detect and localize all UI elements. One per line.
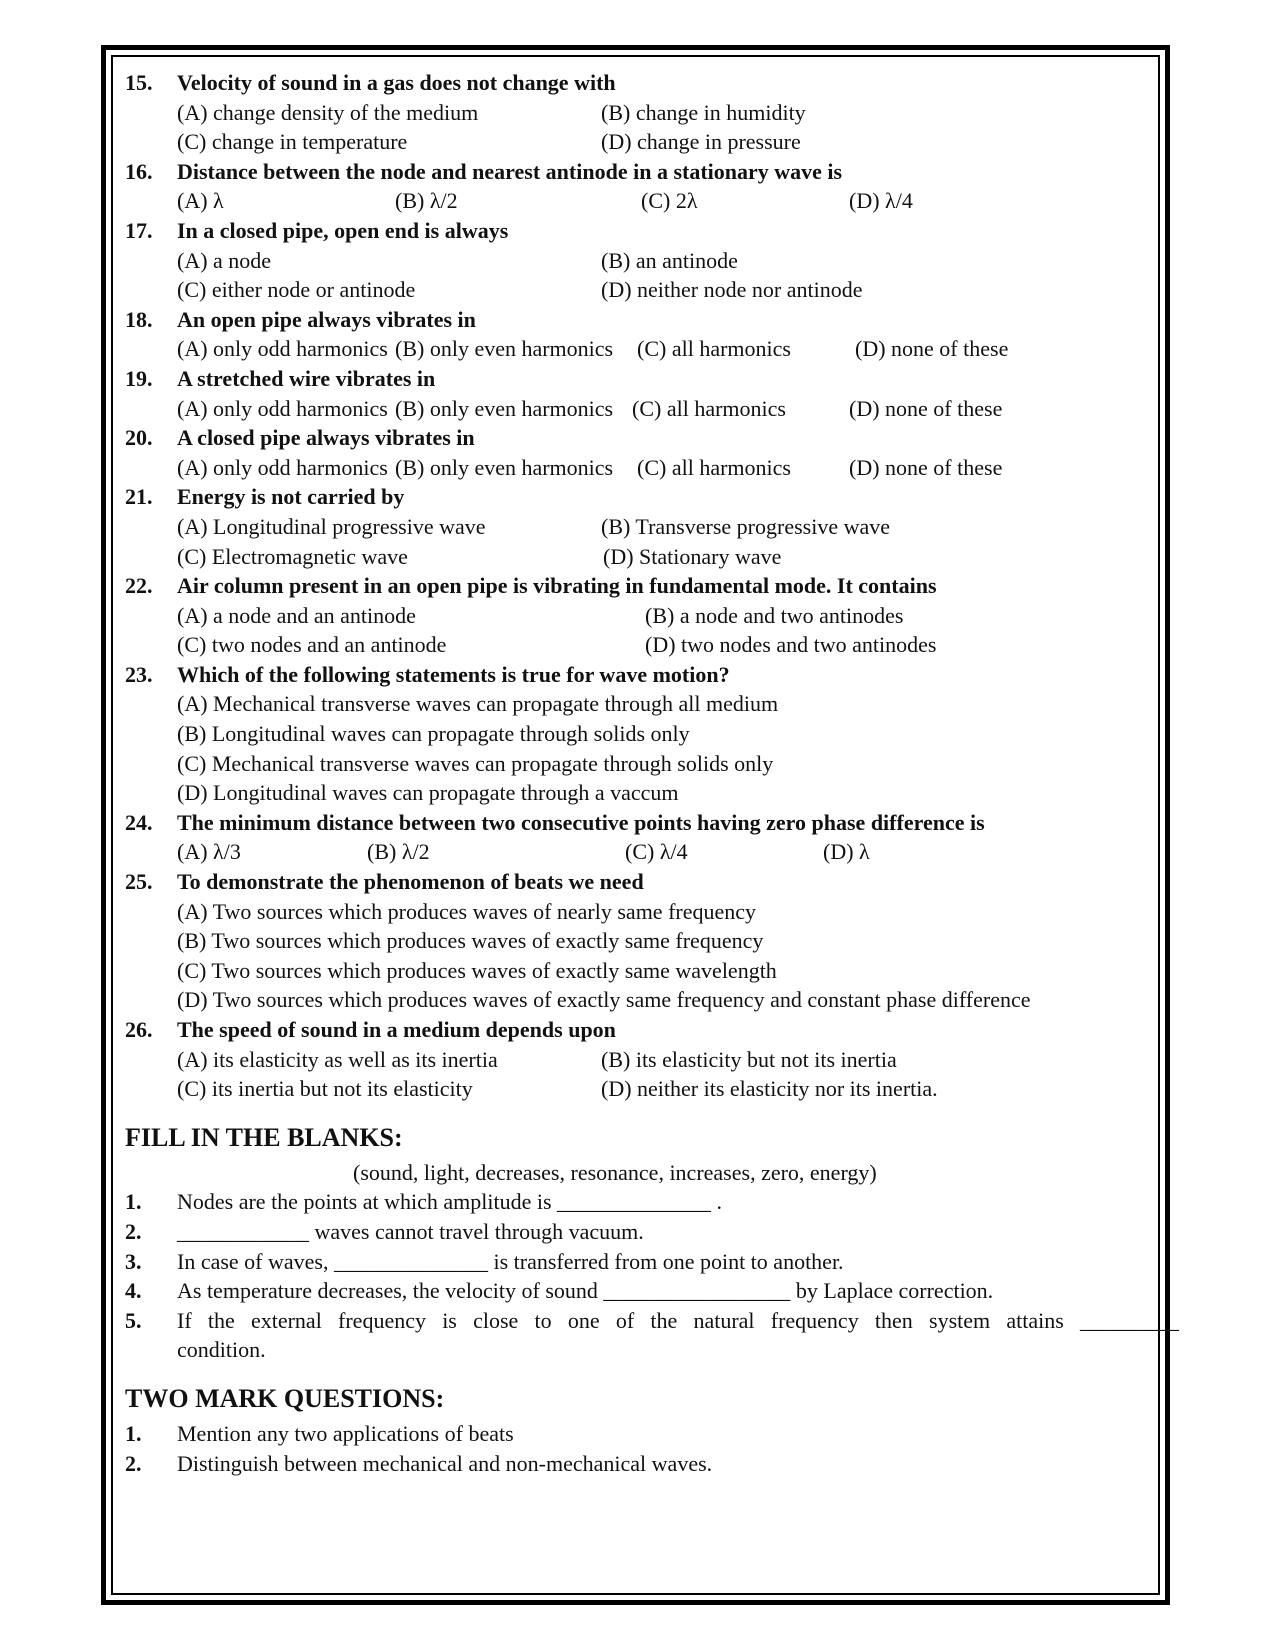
option: (B) λ/2 (395, 188, 458, 214)
option: (A) only odd harmonics (177, 336, 388, 362)
question-19 (125, 364, 1155, 394)
option: (C) change in temperature (177, 129, 408, 155)
options-row (125, 453, 1155, 483)
question-text: An open pipe always vibrates in (177, 306, 476, 332)
question-16 (125, 157, 1155, 187)
options-row (125, 985, 1155, 1015)
question-text: The minimum distance between two consecutive points having zero phase difference is (177, 809, 985, 835)
option: (A) a node (177, 247, 272, 273)
options-row (125, 512, 1155, 542)
options-row (125, 542, 1155, 572)
question-number: 16. (125, 158, 153, 184)
question-22 (125, 571, 1155, 601)
question-number: 17. (125, 217, 153, 243)
option: (A) Mechanical transverse waves can propagate through all medium (177, 691, 779, 717)
spacer (125, 1104, 1155, 1118)
item-number: 1. (125, 1189, 142, 1215)
question-number: 24. (125, 809, 153, 835)
options-row (125, 98, 1155, 128)
item-text: As temperature decreases, the velocity of sound _________________ by Laplace correction. (177, 1278, 994, 1304)
question-text: In a closed pipe, open end is always (177, 217, 509, 243)
option: (B) only even harmonics (395, 395, 614, 421)
question-17 (125, 216, 1155, 246)
item-text: Nodes are the points at which amplitude is ______________ . (177, 1189, 723, 1215)
fill-item (125, 1187, 1155, 1217)
item-number: 1. (125, 1420, 142, 1446)
options-row (125, 897, 1155, 927)
question-number: 21. (125, 484, 153, 510)
fill-item-continuation (125, 1335, 1155, 1365)
item-number: 5. (125, 1307, 142, 1333)
option: (B) Longitudinal waves can propagate through solids only (177, 721, 690, 747)
options-row (125, 749, 1155, 779)
question-text: Which of the following statements is true for wave motion? (177, 661, 730, 687)
option: (A) only odd harmonics (177, 395, 388, 421)
question-text: Air column present in an open pipe is vibrating in fundamental mode. It contains (177, 573, 937, 599)
options-row (125, 186, 1155, 216)
option: (D) neither its elasticity nor its inertia. (601, 1076, 938, 1102)
question-text: Velocity of sound in a gas does not change with (177, 70, 616, 95)
question-23 (125, 660, 1155, 690)
item-text: condition. (177, 1337, 266, 1363)
option: (C) Mechanical transverse waves can propagate through solids only (177, 750, 774, 776)
question-text: A closed pipe always vibrates in (177, 425, 475, 451)
fill-item (125, 1247, 1155, 1277)
option: (A) only odd harmonics (177, 454, 388, 480)
option: (A) Longitudinal progressive wave (177, 513, 486, 539)
worksheet-content (125, 68, 1179, 1478)
two-mark-item (125, 1449, 1155, 1479)
option: (B) only even harmonics (395, 454, 614, 480)
options-row (125, 689, 1155, 719)
question-21 (125, 482, 1155, 512)
question-text: Energy is not carried by (177, 484, 405, 510)
option: (B) its elasticity but not its inertia (601, 1046, 897, 1072)
options-row (125, 127, 1155, 157)
item-number: 4. (125, 1278, 142, 1304)
option: (D) two nodes and two antinodes (645, 632, 937, 658)
option: (D) Two sources which produces waves of exactly same frequency and constant phase difference (177, 987, 1031, 1013)
question-20 (125, 423, 1155, 453)
option: (D) λ (823, 839, 870, 865)
option: (B) Transverse progressive wave (601, 513, 890, 539)
question-text: To demonstrate the phenomenon of beats we need (177, 869, 644, 895)
option: (C) all harmonics (637, 336, 791, 362)
option: (C) Electromagnetic wave (177, 543, 408, 569)
option: (C) all harmonics (632, 395, 786, 421)
option: (B) Two sources which produces waves of exactly same frequency (177, 928, 764, 954)
question-24 (125, 808, 1155, 838)
spacer (125, 1365, 1155, 1379)
option: (A) λ (177, 188, 224, 214)
option: (C) two nodes and an antinode (177, 632, 447, 658)
options-row (125, 630, 1155, 660)
option: (B) an antinode (601, 247, 738, 273)
options-row (125, 334, 1155, 364)
option: (C) Two sources which produces waves of exactly same wavelength (177, 957, 777, 983)
options-row (125, 1074, 1155, 1104)
options-row (125, 394, 1155, 424)
item-text: In case of waves, ______________ is transferred from one point to another. (177, 1248, 844, 1274)
option: (D) Longitudinal waves can propagate through a vaccum (177, 780, 679, 806)
item-text: ____________ waves cannot travel through vacuum. (177, 1218, 644, 1244)
option: (D) Stationary wave (603, 543, 782, 569)
option: (B) only even harmonics (395, 336, 614, 362)
option: (B) a node and two antinodes (645, 602, 904, 628)
question-number: 25. (125, 869, 153, 895)
option: (A) its elasticity as well as its inertia (177, 1046, 498, 1072)
option: (A) Two sources which produces waves of nearly same frequency (177, 898, 757, 924)
option: (D) none of these (855, 336, 1009, 362)
question-number: 18. (125, 306, 153, 332)
option: (C) all harmonics (637, 454, 791, 480)
option: (D) none of these (849, 454, 1003, 480)
options-row (125, 246, 1155, 276)
options-row (125, 275, 1155, 305)
option: (B) λ/2 (367, 839, 430, 865)
word-bank: (sound, light, decreases, resonance, increases, zero, energy) (353, 1159, 877, 1185)
options-row (125, 719, 1155, 749)
item-text: If the external frequency is close to one of the natural frequency then system attains _________ (177, 1307, 1179, 1333)
question-number: 19. (125, 365, 153, 391)
question-number: 20. (125, 425, 153, 451)
question-15 (125, 68, 1155, 98)
option: (B) change in humidity (601, 99, 806, 125)
fill-item (125, 1217, 1155, 1247)
question-number: 26. (125, 1017, 153, 1042)
options-row (125, 778, 1155, 808)
option: (C) its inertia but not its elasticity (177, 1076, 473, 1102)
question-26 (125, 1015, 1155, 1045)
question-25 (125, 867, 1155, 897)
fill-blanks-heading: FILL IN THE BLANKS: (125, 1122, 403, 1152)
two-mark-heading: TWO MARK QUESTIONS: (125, 1383, 445, 1413)
options-row (125, 926, 1155, 956)
two-mark-item (125, 1419, 1155, 1449)
item-number: 2. (125, 1450, 142, 1476)
option: (A) change density of the medium (177, 99, 479, 125)
option: (A) a node and an antinode (177, 602, 416, 628)
options-row (125, 837, 1155, 867)
item-text: Distinguish between mechanical and non-mechanical waves. (177, 1450, 713, 1476)
options-row (125, 1045, 1155, 1075)
question-number: 23. (125, 661, 153, 687)
option: (C) λ/4 (625, 839, 688, 865)
option: (C) 2λ (641, 188, 698, 214)
fill-item (125, 1306, 1179, 1336)
question-number: 22. (125, 573, 153, 599)
question-18 (125, 305, 1155, 335)
option: (D) change in pressure (601, 129, 801, 155)
question-text: Distance between the node and nearest antinode in a stationary wave is (177, 158, 843, 184)
option: (A) λ/3 (177, 839, 241, 865)
options-row (125, 956, 1155, 986)
option: (C) either node or antinode (177, 277, 416, 303)
question-number: 15. (125, 70, 153, 95)
options-row (125, 601, 1155, 631)
option: (D) λ/4 (849, 188, 913, 214)
option: (D) none of these (849, 395, 1003, 421)
item-text: Mention any two applications of beats (177, 1420, 514, 1446)
question-text: The speed of sound in a medium depends upon (177, 1017, 616, 1042)
fill-item (125, 1276, 1155, 1306)
option: (D) neither node nor antinode (601, 277, 863, 303)
item-number: 3. (125, 1248, 142, 1274)
word-bank-row (125, 1158, 1155, 1188)
item-number: 2. (125, 1218, 142, 1244)
question-text: A stretched wire vibrates in (177, 365, 436, 391)
